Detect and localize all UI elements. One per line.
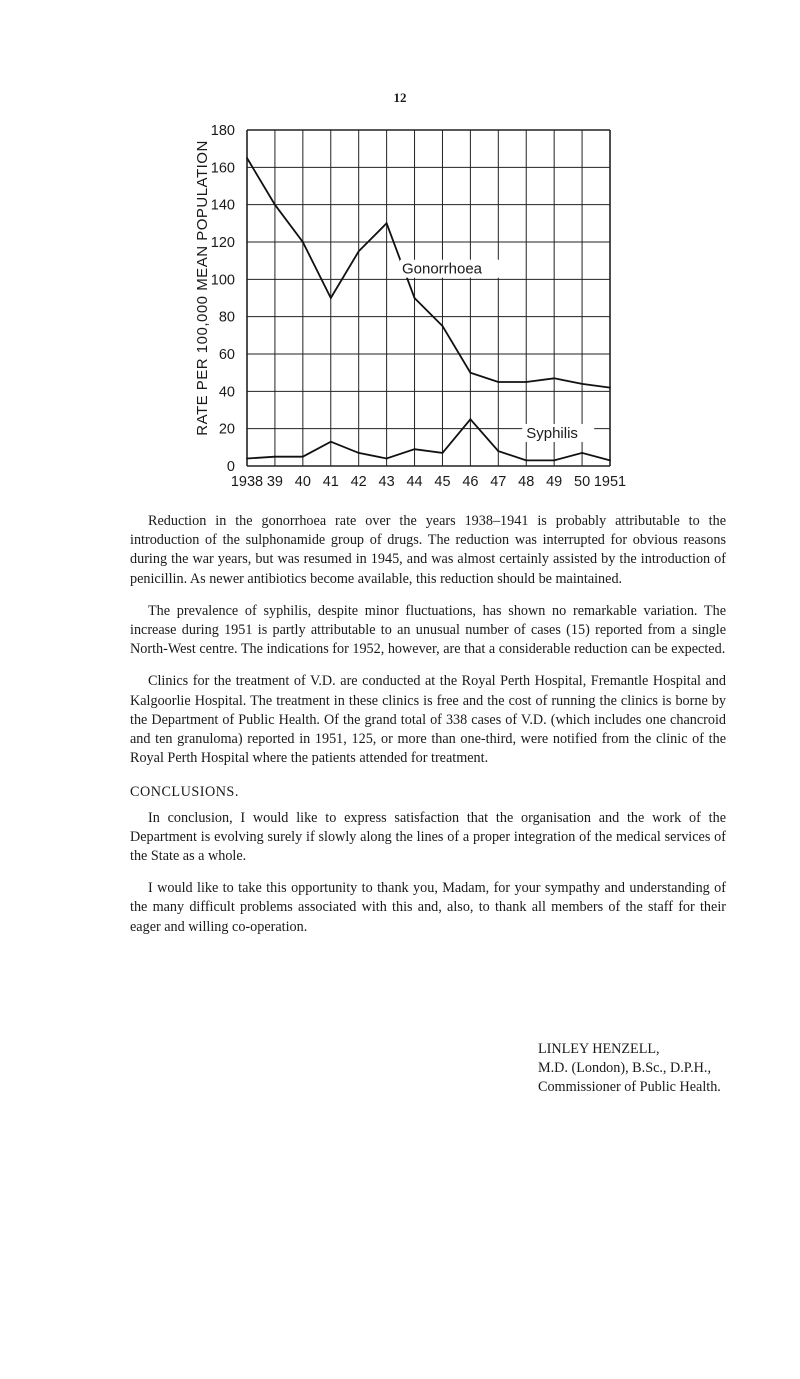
data-point-syphilis	[469, 418, 471, 420]
x-axis-ticks	[231, 474, 626, 488]
signatory-name: LINLEY HENZELL,	[538, 1041, 660, 1057]
data-point-syphilis	[302, 456, 304, 458]
data-point-gonorrhoea	[330, 297, 332, 299]
x-tick-label: 39	[266, 474, 283, 488]
data-point-gonorrhoea	[246, 157, 248, 159]
x-tick-label: 49	[546, 474, 563, 488]
data-point-gonorrhoea	[581, 383, 583, 385]
data-point-gonorrhoea	[442, 325, 444, 327]
chart-series	[246, 157, 611, 461]
x-tick-label: 1938	[230, 474, 264, 488]
y-tick-label: 40	[218, 384, 235, 401]
data-point-syphilis	[414, 448, 416, 450]
y-tick-label: 100	[210, 272, 235, 289]
x-tick-label: 40	[294, 474, 311, 488]
x-tick-label: 47	[490, 474, 507, 488]
data-point-gonorrhoea	[469, 372, 471, 374]
data-point-syphilis	[246, 458, 248, 460]
data-point-gonorrhoea	[609, 387, 611, 389]
signature-block	[538, 1040, 721, 1097]
x-tick-label: 45	[434, 474, 451, 488]
data-point-syphilis	[497, 450, 499, 452]
y-tick-label: 60	[218, 347, 235, 363]
y-axis-label: RATE PER 100,000 MEAN POPULATION	[194, 140, 211, 436]
data-point-gonorrhoea	[358, 250, 360, 252]
report-body	[130, 512, 726, 950]
rate-chart	[185, 118, 630, 488]
data-point-syphilis	[358, 452, 360, 454]
data-point-gonorrhoea	[302, 241, 304, 243]
data-point-gonorrhoea	[274, 204, 276, 206]
x-tick-label: 46	[462, 474, 479, 488]
x-tick-label: 50	[574, 474, 591, 488]
signatory-credentials: M.D. (London), B.Sc., D.P.H.,	[538, 1060, 712, 1076]
data-point-syphilis	[386, 458, 388, 460]
chart-svg	[185, 118, 630, 488]
data-point-syphilis	[609, 460, 611, 462]
data-point-gonorrhoea	[386, 222, 388, 224]
x-tick-label: 41	[322, 474, 339, 488]
paragraph-gonorrhoea: Reduction in the gonorrhoea rate over the years 1938–1941 is probably attributable to the introduction of the sulphonamide group of drugs. The reduction was interrupted for obvious reasons during the war years, but was resumed in 1945, and was almost certainly assisted by the introduction of penicillin. As newer antibiotics become available, this reduction should be maintained.	[130, 513, 726, 587]
series-label-syphilis: Syphilis	[526, 425, 578, 442]
data-point-syphilis	[330, 441, 332, 443]
y-tick-label: 20	[218, 421, 235, 438]
data-point-syphilis	[274, 456, 276, 458]
data-point-syphilis	[581, 452, 583, 454]
data-point-gonorrhoea	[553, 377, 555, 379]
x-tick-label: 42	[350, 474, 367, 488]
y-axis-ticks	[211, 123, 235, 475]
y-tick-label: 120	[210, 235, 235, 251]
data-point-syphilis	[442, 452, 444, 454]
paragraph-clinics: Clinics for the treatment of V.D. are conducted at the Royal Perth Hospital, Fremantle Hospital and Kalgoorlie Hospital. The treatment in these clinics is free and the cost of running the clinics is borne by the Department of Public Health. Of the grand total of 338 cases of V.D. (which includes one chancroid and ten granuloma) reported in 1951, 125, or more than one-third, were notified from the clinic of the Royal Perth Hospital where the patients attended for treatment.	[130, 673, 726, 767]
x-tick-label: 44	[406, 474, 423, 488]
paragraph-conclusion-1: In conclusion, I would like to express satisfaction that the organisation and the work of the Department is evolving surely if slowly along the lines of a proper integration of the medical services of the State as a whole.	[130, 809, 726, 865]
y-tick-label: 160	[210, 160, 235, 177]
conclusions-heading: CONCLUSIONS.	[130, 784, 239, 801]
data-point-syphilis	[525, 460, 527, 462]
data-point-gonorrhoea	[497, 381, 499, 383]
y-tick-label: 0	[226, 459, 235, 475]
y-tick-label: 140	[210, 197, 235, 214]
x-tick-label: 1951	[593, 474, 627, 488]
data-point-gonorrhoea	[525, 381, 527, 383]
paragraph-conclusion-2: I would like to take this opportunity to thank you, Madam, for your sympathy and understanding of the many difficult problems associated with this and, also, to thank all members of the staff for their eager and willing co-operation.	[130, 880, 726, 935]
paragraph-syphilis: The prevalence of syphilis, despite minor fluctuations, has shown no remarkable variation. The increase during 1951 is partly attributable to an unusual number of cases (15) reported from a single North-West centre. The indications for 1952, however, are that a considerable reduction can be expected.	[130, 602, 726, 658]
chart-grid	[247, 130, 610, 466]
data-point-syphilis	[553, 460, 555, 462]
page-number: 12	[393, 90, 407, 105]
signatory-title: Commissioner of Public Health.	[538, 1079, 721, 1095]
y-tick-label: 80	[218, 309, 235, 326]
x-tick-label: 48	[518, 474, 535, 488]
x-tick-label: 43	[378, 474, 395, 488]
y-tick-label: 180	[210, 123, 235, 139]
data-point-gonorrhoea	[414, 297, 416, 299]
series-label-gonorrhoea: Gonorrhoea	[401, 260, 483, 278]
